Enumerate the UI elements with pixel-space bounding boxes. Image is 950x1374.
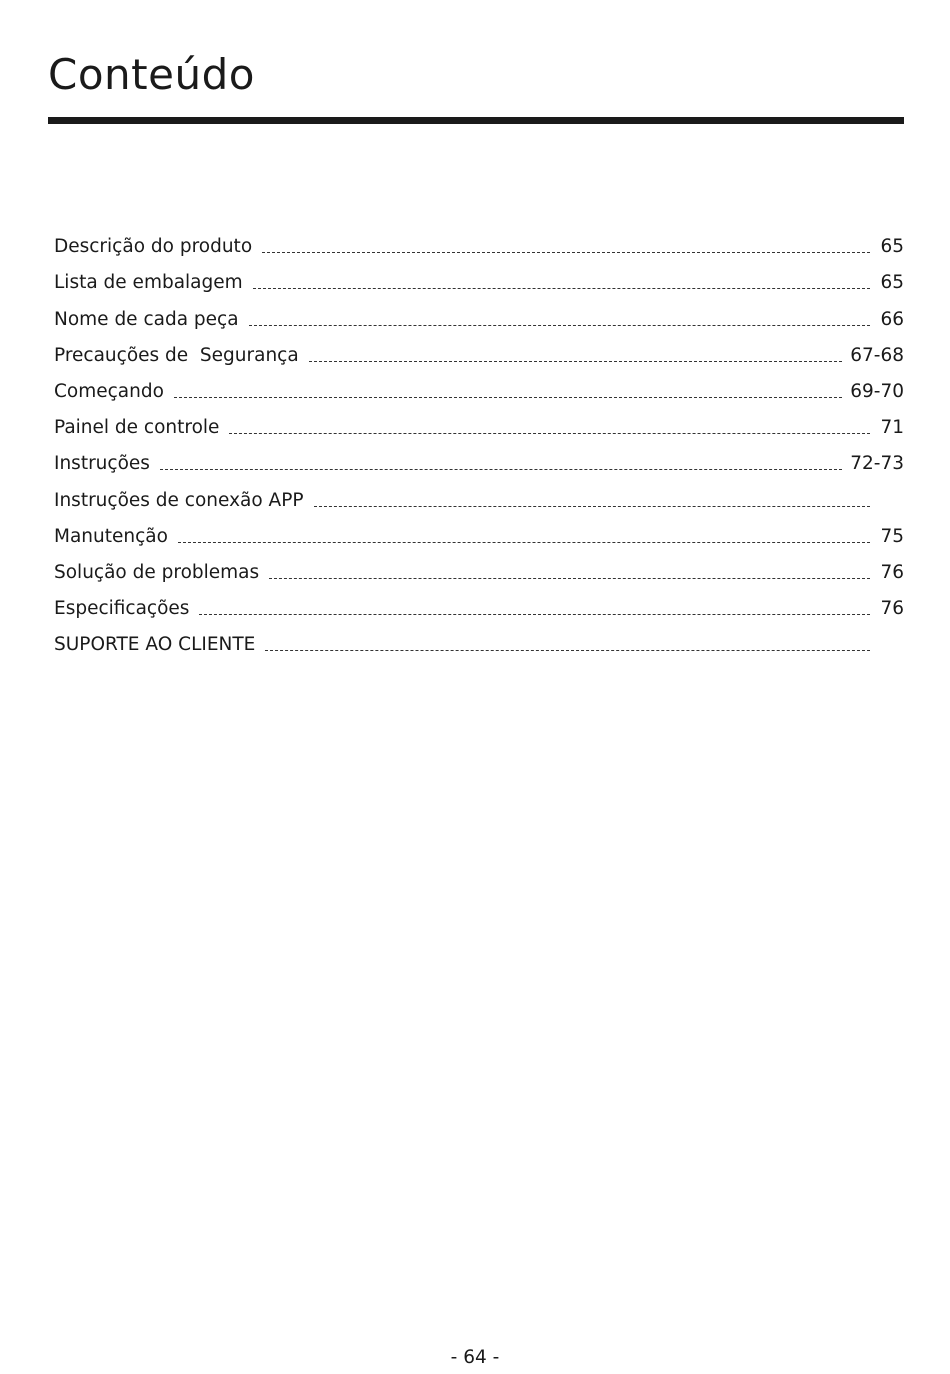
- toc-entry-page: 69-70: [850, 380, 904, 402]
- toc-entry-page: 75: [880, 525, 904, 547]
- toc-entry-product-description[interactable]: [54, 226, 904, 262]
- toc-entry-label: Precauções de Segurança: [54, 344, 299, 366]
- toc-entry-page: 65: [880, 236, 904, 258]
- toc-entry-label: Nome de cada peça: [54, 308, 239, 330]
- toc-entry-label: Painel de controle: [54, 417, 220, 439]
- toc-entry-safety-precautions[interactable]: [54, 335, 904, 371]
- toc-entry-instructions[interactable]: [54, 443, 904, 479]
- toc-entry-packing-list[interactable]: [54, 262, 904, 298]
- toc-entry-page: 76: [880, 598, 904, 620]
- toc-entry-label: SUPORTE AO CLIENTE: [54, 634, 256, 656]
- toc-entry-page: 76: [880, 561, 904, 583]
- dot-leader: [314, 505, 870, 507]
- toc-entry-customer-support[interactable]: [54, 624, 904, 660]
- dot-leader: [269, 577, 870, 579]
- toc-entry-specifications[interactable]: [54, 588, 904, 624]
- toc-entry-label: Especificações: [54, 598, 190, 620]
- page-title: Conteúdo: [48, 50, 255, 99]
- page-number: - 64 -: [450, 1347, 500, 1368]
- toc-entry-app-connection[interactable]: [54, 479, 904, 515]
- toc-entry-getting-started[interactable]: [54, 371, 904, 407]
- toc-entry-troubleshooting[interactable]: [54, 552, 904, 588]
- title-divider: [48, 117, 904, 124]
- dot-leader: [178, 541, 870, 543]
- toc-entry-page: 66: [880, 308, 904, 330]
- dot-leader: [229, 432, 870, 434]
- toc-entry-maintenance[interactable]: [54, 516, 904, 552]
- dot-leader: [262, 251, 870, 253]
- toc-entry-label: Lista de embalagem: [54, 272, 243, 294]
- toc-entry-label: Instruções: [54, 453, 150, 475]
- toc-entry-page: 71: [880, 417, 904, 439]
- toc-entry-label: Solução de problemas: [54, 561, 260, 583]
- toc-entry-control-panel[interactable]: [54, 407, 904, 443]
- toc-entry-part-names[interactable]: [54, 298, 904, 334]
- dot-leader: [309, 360, 843, 362]
- toc-entry-label: Manutenção: [54, 525, 168, 547]
- dot-leader: [249, 324, 870, 326]
- toc-entry-label: Instruções de conexão APP: [54, 489, 304, 511]
- toc-entry-label: Descrição do produto: [54, 236, 253, 258]
- dot-leader: [160, 468, 842, 470]
- toc-entry-label: Começando: [54, 380, 164, 402]
- dot-leader: [199, 613, 870, 615]
- table-of-contents: [54, 226, 904, 660]
- dot-leader: [174, 396, 842, 398]
- dot-leader: [253, 287, 870, 289]
- toc-entry-page: 65: [880, 272, 904, 294]
- toc-entry-page: 72-73: [850, 453, 904, 475]
- toc-entry-page: 67-68: [850, 344, 904, 366]
- dot-leader: [265, 649, 870, 651]
